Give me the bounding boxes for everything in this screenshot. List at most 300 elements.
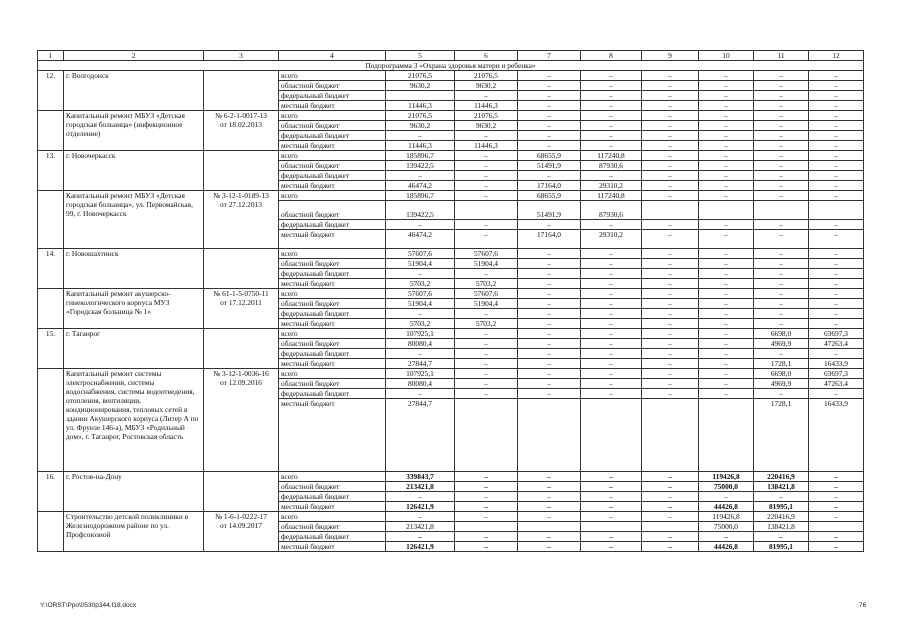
budget-value: 9630,2 xyxy=(386,121,455,131)
budget-value: – xyxy=(699,111,754,121)
budget-value: – xyxy=(642,309,699,319)
budget-value: 119426,8 xyxy=(699,512,754,522)
budget-value: – xyxy=(699,259,754,269)
budget-value: – xyxy=(642,161,699,171)
budget-value xyxy=(809,522,864,532)
budget-value: – xyxy=(581,369,642,379)
budget-value: – xyxy=(642,220,699,230)
budget-value: 107925,1 xyxy=(386,369,455,379)
budget-value: 220416,9 xyxy=(754,472,809,482)
budget-value: – xyxy=(642,472,699,482)
budget-source: федеральный бюджет xyxy=(279,171,386,181)
column-number: 3 xyxy=(204,51,279,61)
budget-value: 185896,7 xyxy=(386,191,455,201)
budget-value: 47263,4 xyxy=(809,339,864,349)
budget-source: всего xyxy=(279,289,386,299)
budget-value xyxy=(581,522,642,532)
budget-value: – xyxy=(642,230,699,249)
city-budget-row xyxy=(38,151,864,161)
budget-value: – xyxy=(518,389,581,399)
budget-source: областной бюджет xyxy=(279,81,386,91)
budget-value: – xyxy=(518,329,581,339)
budget-source: областной бюджет xyxy=(279,259,386,269)
budget-value: 68655,9 xyxy=(518,151,581,161)
budget-value: – xyxy=(809,299,864,309)
budget-value: – xyxy=(518,71,581,81)
budget-value xyxy=(642,399,699,472)
budget-value: – xyxy=(642,542,699,552)
budget-value: 81995,1 xyxy=(754,542,809,552)
budget-value: – xyxy=(581,249,642,259)
budget-value: – xyxy=(518,472,581,482)
column-number: 6 xyxy=(455,51,518,61)
budget-value: 339843,7 xyxy=(386,472,455,482)
budget-source: федеральный бюджет xyxy=(279,309,386,319)
budget-source: местный бюджет xyxy=(279,230,386,249)
budget-value: – xyxy=(642,349,699,359)
budget-value: – xyxy=(518,339,581,349)
budget-value: – xyxy=(809,71,864,81)
budget-value: – xyxy=(809,181,864,191)
budget-source: всего xyxy=(279,249,386,259)
subprogram-row xyxy=(38,61,864,71)
budget-value: – xyxy=(699,171,754,181)
budget-value: – xyxy=(581,329,642,339)
budget-value xyxy=(518,399,581,472)
budget-value: 80080,4 xyxy=(386,339,455,349)
budget-value: – xyxy=(455,369,518,379)
item-number-empty xyxy=(38,111,64,151)
budget-value: – xyxy=(699,319,754,329)
project-name: Капитальный ремонт МБУЗ «Детская городская больница», ул. Первомайская, 99, г. Новочеркасск xyxy=(64,191,204,249)
budget-value: – xyxy=(754,81,809,91)
subprogram-title: Подпрограмма 3 «Охрана здоровья матери и ребенка» xyxy=(38,61,864,71)
budget-value: – xyxy=(754,269,809,279)
budget-value: 9630,2 xyxy=(455,81,518,91)
budget-value: – xyxy=(581,472,642,482)
budget-value: – xyxy=(809,191,864,201)
budget-value: – xyxy=(699,309,754,319)
budget-source: местный бюджет xyxy=(279,542,386,552)
budget-value: – xyxy=(518,379,581,389)
item-number-empty xyxy=(38,191,64,249)
item-number-empty xyxy=(38,289,64,329)
doc-empty xyxy=(204,472,279,512)
column-number: 2 xyxy=(64,51,204,61)
budget-value: – xyxy=(455,309,518,319)
budget-value: – xyxy=(754,121,809,131)
budget-value: 16433,9 xyxy=(809,399,864,472)
budget-value: – xyxy=(581,379,642,389)
budget-value: 107925,1 xyxy=(386,329,455,339)
city-budget-row xyxy=(38,329,864,339)
budget-value: – xyxy=(518,141,581,151)
budget-value: 11446,3 xyxy=(386,141,455,151)
budget-value: – xyxy=(386,532,455,542)
budget-value: – xyxy=(455,339,518,349)
budget-value: – xyxy=(699,379,754,389)
budget-value: 27844,7 xyxy=(386,399,455,472)
budget-value: 63697,3 xyxy=(809,369,864,379)
budget-value: – xyxy=(809,101,864,111)
city-name: г. Новочеркасск xyxy=(64,151,204,191)
budget-value: – xyxy=(455,389,518,399)
budget-value: – xyxy=(518,91,581,101)
budget-source: федеральный бюджет xyxy=(279,532,386,542)
budget-value: – xyxy=(642,191,699,201)
budget-value: – xyxy=(699,249,754,259)
budget-value: 138421,8 xyxy=(754,482,809,492)
project-document xyxy=(204,191,279,249)
budget-value: 29310,2 xyxy=(581,181,642,191)
budget-value: 44426,8 xyxy=(699,502,754,512)
budget-value: – xyxy=(642,532,699,542)
budget-source: федеральный бюджет xyxy=(279,389,386,399)
budget-value: – xyxy=(455,91,518,101)
budget-value: – xyxy=(754,91,809,101)
budget-value: – xyxy=(518,309,581,319)
budget-source: всего xyxy=(279,71,386,81)
budget-value: 5703,2 xyxy=(455,319,518,329)
budget-value: – xyxy=(581,309,642,319)
budget-value: – xyxy=(518,220,581,230)
budget-value: 9630,2 xyxy=(455,121,518,131)
budget-value: – xyxy=(518,249,581,259)
project-document xyxy=(204,512,279,552)
budget-value: – xyxy=(809,482,864,492)
budget-value: – xyxy=(809,220,864,230)
budget-value: 87930,6 xyxy=(581,161,642,171)
budget-value: 11446,3 xyxy=(455,141,518,151)
city-name: г. Таганрог xyxy=(64,329,204,369)
budget-value: – xyxy=(809,512,864,522)
budget-value: 11446,3 xyxy=(455,101,518,111)
budget-value: 138421,8 xyxy=(754,522,809,532)
budget-value: – xyxy=(455,191,518,201)
budget-value: – xyxy=(581,359,642,369)
budget-value: 51904,4 xyxy=(455,299,518,309)
budget-value: – xyxy=(581,131,642,141)
budget-value: – xyxy=(642,379,699,389)
document-date: от 12.09.2016 xyxy=(220,378,262,387)
budget-value: 185896,7 xyxy=(386,151,455,161)
budget-value: – xyxy=(642,492,699,502)
budget-value: – xyxy=(642,299,699,309)
budget-value: – xyxy=(455,131,518,141)
budget-value: – xyxy=(455,230,518,249)
budget-value: – xyxy=(809,269,864,279)
city-budget-row xyxy=(38,249,864,259)
budget-table xyxy=(37,50,864,552)
budget-value: 139422,5 xyxy=(386,201,455,220)
budget-value xyxy=(581,399,642,472)
budget-value: – xyxy=(642,249,699,259)
city-budget-row xyxy=(38,71,864,81)
item-number-empty xyxy=(38,369,64,472)
budget-value: – xyxy=(518,502,581,512)
item-number: 16. xyxy=(38,472,64,512)
budget-value: – xyxy=(581,269,642,279)
budget-value: – xyxy=(754,349,809,359)
budget-value xyxy=(699,201,754,220)
budget-value: – xyxy=(809,141,864,151)
budget-value: – xyxy=(699,492,754,502)
budget-value: – xyxy=(518,482,581,492)
budget-value: – xyxy=(754,532,809,542)
budget-value: – xyxy=(386,389,455,399)
item-number: 12. xyxy=(38,71,64,111)
budget-value: – xyxy=(455,151,518,161)
project-budget-row xyxy=(38,369,864,379)
column-number: 4 xyxy=(279,51,386,61)
project-budget-row xyxy=(38,512,864,522)
budget-source: областной бюджет xyxy=(279,299,386,309)
budget-value: – xyxy=(455,379,518,389)
budget-value: – xyxy=(642,111,699,121)
budget-value: – xyxy=(581,279,642,289)
budget-value: – xyxy=(518,532,581,542)
budget-value: 21076,5 xyxy=(386,71,455,81)
budget-value: 51904,4 xyxy=(386,259,455,269)
budget-value: – xyxy=(386,171,455,181)
budget-value: 119426,8 xyxy=(699,472,754,482)
budget-source: федеральный бюджет xyxy=(279,349,386,359)
budget-value: – xyxy=(699,121,754,131)
budget-value: – xyxy=(699,369,754,379)
budget-value: – xyxy=(754,299,809,309)
budget-value: – xyxy=(518,81,581,91)
budget-value xyxy=(754,201,809,220)
budget-value: – xyxy=(455,512,518,522)
budget-value: – xyxy=(455,532,518,542)
budget-value: – xyxy=(754,171,809,181)
budget-value: 57607,6 xyxy=(386,249,455,259)
budget-value: 1728,1 xyxy=(754,399,809,472)
budget-value: – xyxy=(386,131,455,141)
budget-source: местный бюджет xyxy=(279,502,386,512)
budget-value xyxy=(642,201,699,220)
budget-value: – xyxy=(809,289,864,299)
budget-value: – xyxy=(809,111,864,121)
budget-value: – xyxy=(809,171,864,181)
budget-value: – xyxy=(642,502,699,512)
budget-source: местный бюджет xyxy=(279,399,386,472)
budget-value xyxy=(455,522,518,532)
budget-value: – xyxy=(581,71,642,81)
budget-value: – xyxy=(581,101,642,111)
budget-value: 17164,0 xyxy=(518,230,581,249)
budget-source: федеральный бюджет xyxy=(279,269,386,279)
city-name: г. Новошахтинск xyxy=(64,249,204,289)
city-name: г. Волгодонск xyxy=(64,71,204,111)
budget-source: всего xyxy=(279,512,386,522)
budget-value: 1728,1 xyxy=(754,359,809,369)
budget-value: 117240,8 xyxy=(581,191,642,201)
budget-value: 46474,2 xyxy=(386,230,455,249)
doc-empty xyxy=(204,71,279,111)
budget-value: – xyxy=(809,349,864,359)
budget-value: 11446,3 xyxy=(386,101,455,111)
budget-value: – xyxy=(699,532,754,542)
budget-value: – xyxy=(581,532,642,542)
budget-value: – xyxy=(699,389,754,399)
budget-value: – xyxy=(581,81,642,91)
budget-value: – xyxy=(754,161,809,171)
budget-value: – xyxy=(699,349,754,359)
budget-value: 213421,8 xyxy=(386,522,455,532)
budget-value: – xyxy=(518,289,581,299)
budget-value: – xyxy=(809,91,864,101)
budget-value: – xyxy=(642,512,699,522)
budget-value: – xyxy=(581,299,642,309)
budget-value: – xyxy=(699,269,754,279)
budget-value: – xyxy=(809,121,864,131)
budget-value: – xyxy=(754,181,809,191)
item-number-empty xyxy=(38,512,64,552)
budget-value: – xyxy=(455,492,518,502)
budget-value: – xyxy=(809,492,864,502)
budget-value: – xyxy=(581,502,642,512)
budget-value: – xyxy=(642,171,699,181)
budget-value: – xyxy=(455,472,518,482)
budget-value: – xyxy=(754,151,809,161)
budget-value: – xyxy=(581,512,642,522)
budget-value: – xyxy=(754,131,809,141)
budget-value: – xyxy=(699,359,754,369)
budget-source: областной бюджет xyxy=(279,161,386,171)
budget-value: – xyxy=(809,502,864,512)
city-name: г. Ростов-на-Дону xyxy=(64,472,204,512)
budget-source: местный бюджет xyxy=(279,141,386,151)
budget-value: 4969,9 xyxy=(754,339,809,349)
budget-value: – xyxy=(642,369,699,379)
budget-value: – xyxy=(642,279,699,289)
budget-value: – xyxy=(699,81,754,91)
budget-value: – xyxy=(642,339,699,349)
budget-value: – xyxy=(642,359,699,369)
budget-value: – xyxy=(518,279,581,289)
budget-value: 6698,0 xyxy=(754,369,809,379)
budget-value: – xyxy=(699,230,754,249)
budget-value: – xyxy=(581,121,642,131)
budget-value: – xyxy=(699,131,754,141)
budget-value: – xyxy=(518,131,581,141)
budget-value: – xyxy=(518,349,581,359)
budget-value: – xyxy=(699,91,754,101)
budget-value: – xyxy=(809,249,864,259)
budget-value: 27844,7 xyxy=(386,359,455,369)
budget-value: – xyxy=(386,492,455,502)
budget-value: – xyxy=(699,329,754,339)
budget-value: – xyxy=(518,171,581,181)
project-budget-row xyxy=(38,111,864,121)
budget-value: – xyxy=(518,359,581,369)
budget-value xyxy=(642,522,699,532)
budget-value: – xyxy=(642,101,699,111)
budget-value: – xyxy=(699,220,754,230)
budget-value: – xyxy=(581,319,642,329)
budget-value: – xyxy=(581,171,642,181)
budget-value: – xyxy=(754,319,809,329)
budget-value: – xyxy=(518,269,581,279)
budget-value: – xyxy=(386,349,455,359)
budget-value: – xyxy=(518,319,581,329)
budget-value: – xyxy=(518,299,581,309)
budget-source: местный бюджет xyxy=(279,181,386,191)
budget-value: 57607,6 xyxy=(455,249,518,259)
item-number: 15. xyxy=(38,329,64,369)
budget-value: – xyxy=(642,259,699,269)
budget-value xyxy=(518,522,581,532)
budget-value: – xyxy=(699,289,754,299)
budget-value: – xyxy=(642,71,699,81)
budget-value: – xyxy=(642,121,699,131)
budget-value: 5703,2 xyxy=(455,279,518,289)
budget-value: – xyxy=(754,249,809,259)
budget-value: – xyxy=(809,532,864,542)
budget-value: – xyxy=(642,289,699,299)
budget-value: 17164,0 xyxy=(518,181,581,191)
budget-value: – xyxy=(581,91,642,101)
budget-value: – xyxy=(386,512,455,522)
budget-value: – xyxy=(809,319,864,329)
budget-value: 5703,2 xyxy=(386,279,455,289)
budget-value: – xyxy=(642,482,699,492)
budget-value: – xyxy=(455,269,518,279)
budget-value: – xyxy=(809,389,864,399)
budget-value: – xyxy=(754,191,809,201)
budget-value: – xyxy=(809,230,864,249)
document-number: № 3-12-1-0036-16 xyxy=(213,369,269,378)
budget-value: – xyxy=(581,542,642,552)
budget-value: – xyxy=(642,181,699,191)
budget-value: – xyxy=(642,329,699,339)
budget-value: 126421,9 xyxy=(386,502,455,512)
budget-value: 51491,9 xyxy=(518,201,581,220)
budget-value: 21076,5 xyxy=(455,111,518,121)
budget-source: всего xyxy=(279,111,386,121)
budget-value: 51904,4 xyxy=(455,259,518,269)
budget-value: – xyxy=(754,141,809,151)
column-number: 11 xyxy=(754,51,809,61)
budget-value: 47263,4 xyxy=(809,379,864,389)
document-number: № 61-1-5-0750-11 xyxy=(213,289,269,298)
budget-value: – xyxy=(455,161,518,171)
budget-value: – xyxy=(809,309,864,319)
budget-value: – xyxy=(581,259,642,269)
budget-value: – xyxy=(386,269,455,279)
budget-source: федеральный бюджет xyxy=(279,492,386,502)
document-number: № 1-6-1-0222-17 xyxy=(214,512,267,521)
budget-value: 75000,0 xyxy=(699,522,754,532)
column-number: 5 xyxy=(386,51,455,61)
budget-value: 63697,3 xyxy=(809,329,864,339)
budget-value: – xyxy=(455,359,518,369)
budget-value: – xyxy=(809,81,864,91)
budget-value: – xyxy=(455,181,518,191)
budget-source: областной бюджет xyxy=(279,339,386,349)
budget-value: – xyxy=(754,71,809,81)
project-document xyxy=(204,289,279,329)
budget-source: всего xyxy=(279,369,386,379)
budget-value: – xyxy=(581,111,642,121)
budget-value: – xyxy=(754,111,809,121)
column-number: 1 xyxy=(38,51,64,61)
budget-source: федеральный бюджет xyxy=(279,220,386,230)
budget-value: – xyxy=(809,259,864,269)
budget-value: 57607,6 xyxy=(386,289,455,299)
budget-value xyxy=(699,399,754,472)
